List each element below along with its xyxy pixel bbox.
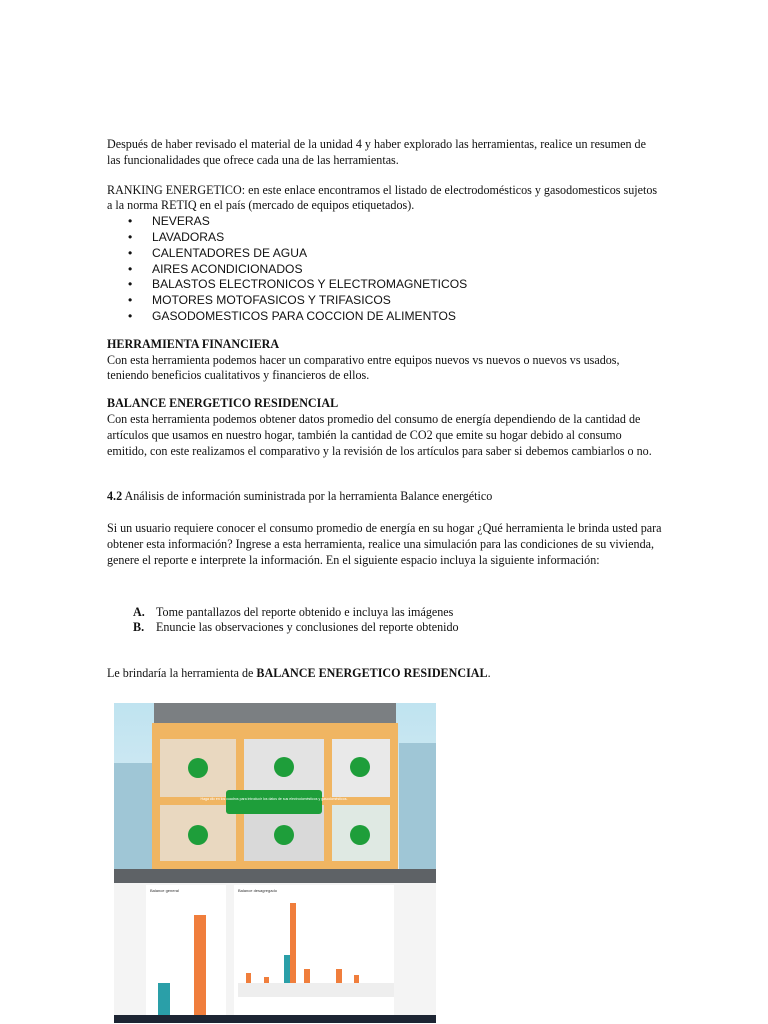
ranking-paragraph: RANKING ENERGETICO: en este enlace encontramos el listado de electrodomésticos y gasodomesticos sujetos a la norma RETIQ en el país (mercado de equipos etiquetados). [107,182,658,213]
task-marker: B. [133,620,145,635]
list-item: • NEVERAS [107,214,662,230]
bar-orange [336,969,342,983]
embedded-screenshot [114,703,436,1023]
list-item: • CALENTADORES DE AGUA [107,246,662,262]
panel-right-title: Balance desagregado [238,888,277,893]
answer-tool-name: BALANCE ENERGETICO RESIDENCIAL [256,666,488,681]
bar-orange [246,973,251,983]
tooltip-text: Haga clic en los cuadros para introducir los datos de sus electrodomésticos y gasodomésticos. [200,797,348,801]
building-left [114,763,154,869]
list-item: • GASODOMESTICOS PARA COCCION DE ALIMENTOS [107,309,662,325]
house-svg [114,703,436,869]
ranking-list [107,214,662,325]
answer-paragraph [107,666,662,682]
panel-left-title: Balance general [150,888,179,893]
check-icon[interactable] [274,757,294,777]
intro-paragraph: Después de haber revisado el material de la unidad 4 y haber explorado las herramientas, realice un resumen de las funcionalidades que ofrece cada una de las herramientas. [107,137,646,167]
section-title-text: Análisis de información suministrada por la herramienta Balance energético [122,489,493,504]
document-body [107,137,662,682]
bar-orange [354,975,359,983]
list-item: • MOTORES MOTOFASICOS Y TRIFASICOS [107,293,662,309]
check-icon[interactable] [188,758,208,778]
check-icon[interactable] [188,825,208,845]
list-item: • AIRES ACONDICIONADOS [107,262,662,278]
task-marker: A. [133,604,145,619]
section-4-2-title [107,489,662,505]
list-item [107,620,662,636]
bar-orange [264,977,269,983]
roof [154,703,396,725]
task-list [107,605,662,637]
section-number: 4.2 [107,489,123,504]
task-text: Enuncie las observaciones y conclusiones del reporte obtenido [156,620,459,635]
list-item: • BALASTOS ELECTRONICOS Y ELECTROMAGNETICOS [107,277,662,293]
check-icon[interactable] [350,825,370,845]
list-item: • LAVADORAS [107,230,662,246]
list-item [107,605,662,621]
financiera-heading: HERRAMIENTA FINANCIERA [107,336,280,351]
house-illustration [114,703,436,869]
balance-heading: BALANCE ENERGETICO RESIDENCIAL [107,396,339,411]
report-panels [114,883,436,1023]
check-icon[interactable] [274,825,294,845]
building-right [399,743,436,869]
toolbar-strip [114,869,436,883]
answer-prefix: Le brindaría la herramienta de [107,666,257,681]
financiera-paragraph: Con esta herramienta podemos hacer un comparativo entre equipos nuevos vs nuevos o nuevos vs usados, teniendo beneficios cualitativos y financieros de ellos. [107,352,620,383]
panel-right [234,885,394,1023]
os-taskbar [114,1015,436,1023]
answer-suffix: . [487,666,491,681]
bar-orange [304,969,310,983]
bar-orange [194,915,206,1023]
balance-paragraph: Con esta herramienta podemos obtener datos promedio del consumo de energía dependiendo de la cantidad de artículos que usamos en nuestro hogar, también la cantidad de CO2 que emite su hogar debido al consumo emitido, con este realizamos el comparativo y la revisión de los artículos para saber si debemos cambiarlos o no. [107,411,652,458]
check-icon[interactable] [350,757,370,777]
bar-orange [290,903,296,983]
task-text: Tome pantallazos del reporte obtenido e incluya las imágenes [156,604,454,619]
question-paragraph: Si un usuario requiere conocer el consumo promedio de energía en su hogar ¿Qué herramienta le brinda usted para obtener esta información? Ingrese a esta herramienta, realice una simulación para las condiciones de su vivienda, genere el reporte e interprete la información. En el siguiente espacio incluya la siguiente información: [107,521,662,567]
bar-teal [284,955,290,983]
report-svg [114,883,436,1023]
appliance-icons-row [238,983,394,997]
tooltip-box [226,790,322,814]
